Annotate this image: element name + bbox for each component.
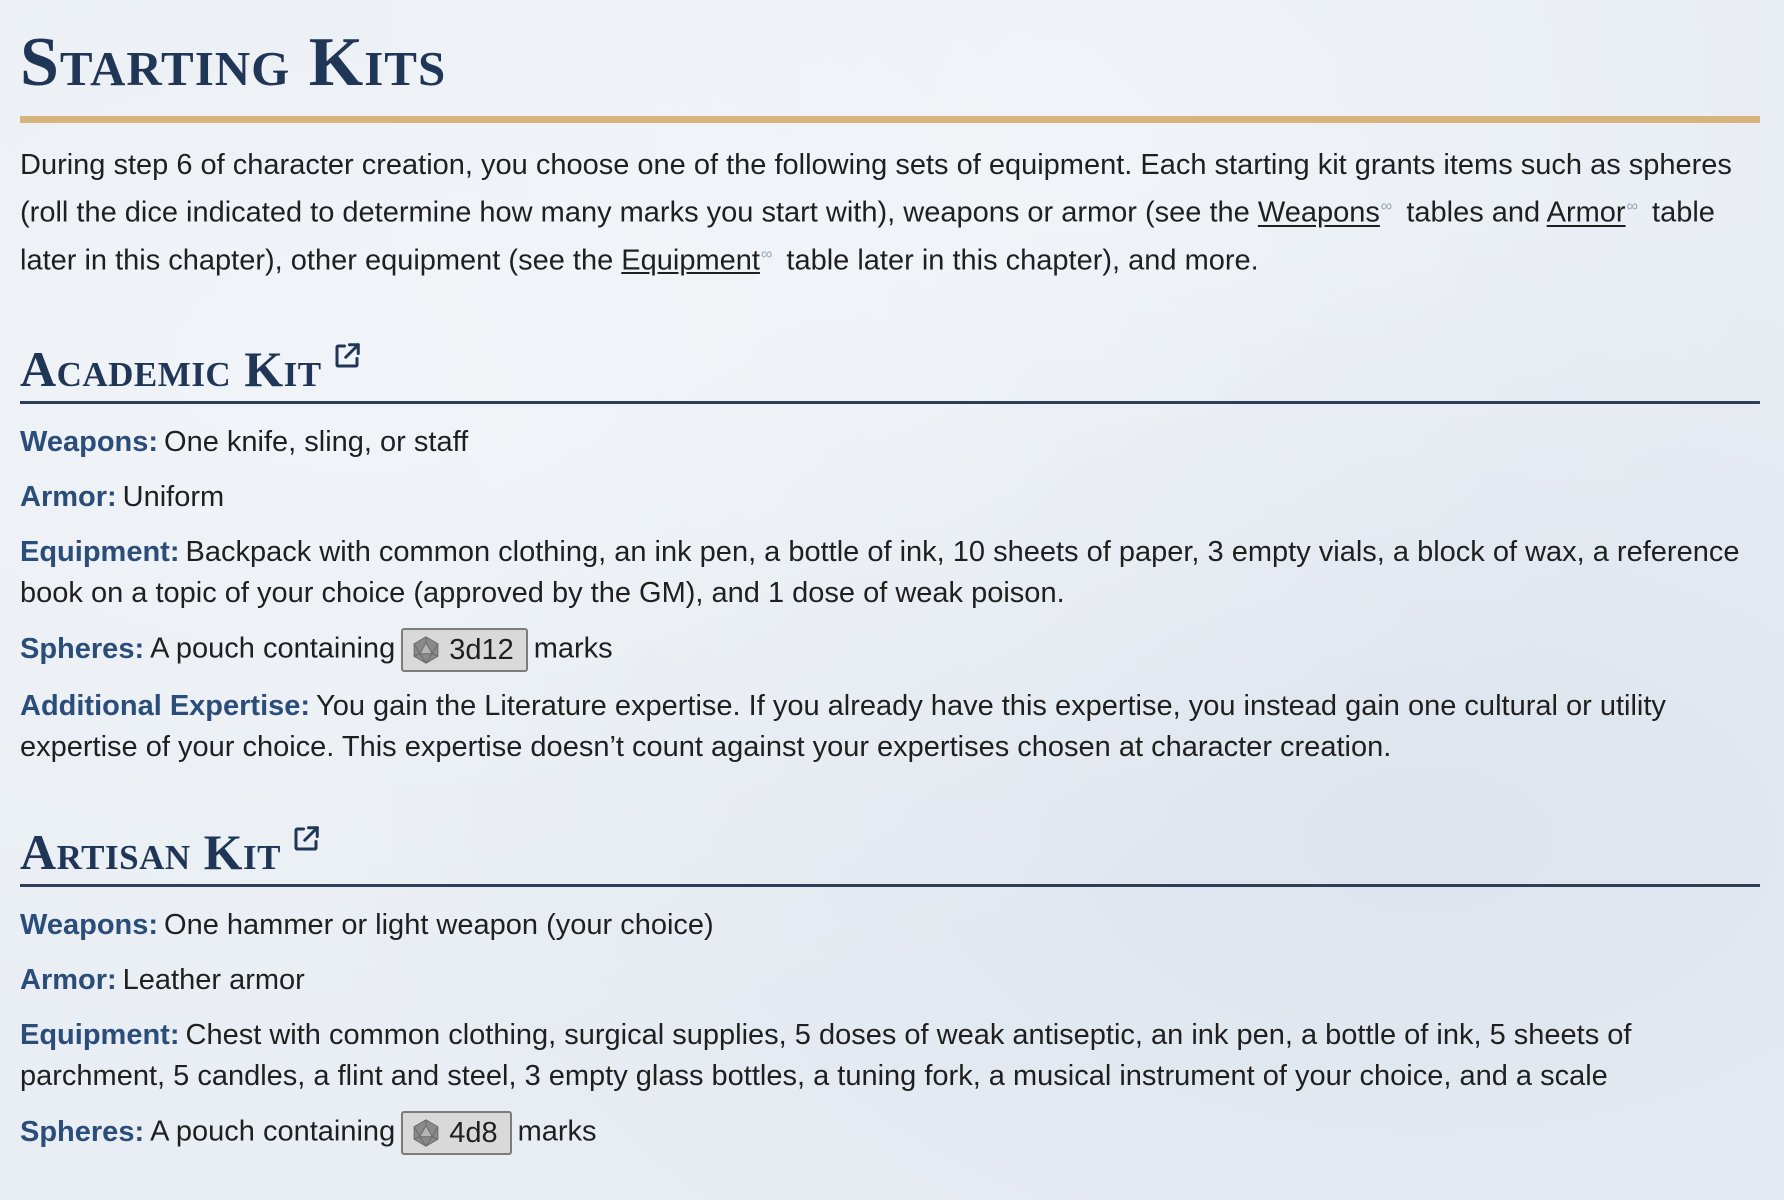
- spheres-label: Spheres:: [20, 632, 145, 665]
- spheres-suffix: marks: [533, 632, 613, 665]
- armor-table-link[interactable]: Armor: [1546, 196, 1626, 229]
- rules-page: [20, 20, 1760, 1155]
- dice-roll-button[interactable]: [401, 628, 528, 672]
- intro-text-2: tables and: [1398, 196, 1547, 229]
- academic-weapons-entry: [20, 422, 1760, 463]
- armor-label: Armor:: [20, 964, 117, 997]
- artisan-weapons-entry: [20, 905, 1760, 946]
- spheres-prefix: A pouch containing: [150, 632, 396, 665]
- d20-dice-icon: [411, 1118, 441, 1148]
- equipment-text: Backpack with common clothing, an ink pen, a bottle of ink, 10 sheets of paper, 3 empty vials, a block of wax, a reference book on a topic of your choice (approved by the GM), and 1 dose of weak poison.: [20, 536, 1740, 610]
- equipment-text: Chest with common clothing, surgical supplies, 5 doses of weak antiseptic, an ink pen, a bottle of ink, 5 sheets of parchment, 5 candles, a flint and steel, 3 empty glass bottles, a tuning fork, a musical instrument of your choice, and a scale: [20, 1019, 1632, 1093]
- academic-kit-title: Academic Kit: [20, 340, 322, 397]
- artisan-kit-section: [20, 824, 1760, 1155]
- academic-equipment-entry: [20, 532, 1760, 614]
- page-title: Starting Kits: [20, 28, 1760, 123]
- dice-value: 3d12: [449, 633, 514, 666]
- intro-paragraph: [20, 145, 1760, 281]
- artisan-kit-title: Artisan Kit: [20, 823, 281, 880]
- weapons-text: One knife, sling, or staff: [164, 426, 469, 459]
- armor-text: Uniform: [122, 481, 225, 514]
- dice-roll-button[interactable]: [401, 1111, 511, 1155]
- intro-text-4: table later in this chapter), and more.: [778, 244, 1259, 277]
- equipment-label: Equipment:: [20, 1019, 180, 1052]
- weapons-table-link[interactable]: Weapons: [1257, 196, 1380, 229]
- academic-kit-section: [20, 341, 1760, 768]
- artisan-spheres-entry: [20, 1111, 1760, 1155]
- intro-text-3: table later in this chapter), other equipment (see the: [20, 196, 1715, 277]
- spheres-label: Spheres:: [20, 1115, 145, 1148]
- equipment-label: Equipment:: [20, 536, 180, 569]
- external-link-icon[interactable]: [332, 341, 362, 371]
- spheres-prefix: A pouch containing: [150, 1115, 396, 1148]
- academic-spheres-entry: [20, 628, 1760, 672]
- weapons-label: Weapons:: [20, 909, 159, 942]
- intro-text-1: During step 6 of character creation, you choose one of the following sets of equipment. Each starting kit grants items such as spheres (roll the dice indicated to determine how many marks you start with), weapons or armor (see the: [20, 149, 1732, 229]
- weapons-label: Weapons:: [20, 426, 159, 459]
- external-link-icon[interactable]: [291, 824, 321, 854]
- academic-expertise-entry: [20, 686, 1760, 768]
- spheres-suffix: marks: [517, 1115, 597, 1148]
- weapons-text: One hammer or light weapon (your choice): [164, 909, 714, 942]
- artisan-kit-heading: [20, 824, 1760, 887]
- link-chain-icon: ∞: [760, 245, 773, 263]
- link-chain-icon: ∞: [1626, 198, 1638, 215]
- expertise-text: You gain the Literature expertise. If you already have this expertise, you instead gain one cultural or utility expertise of your choice. This expertise doesn’t count against your expertises chosen at character creation.: [20, 690, 1666, 764]
- equipment-table-link[interactable]: Equipment: [621, 244, 760, 277]
- artisan-equipment-entry: [20, 1015, 1760, 1097]
- armor-text: Leather armor: [122, 964, 305, 997]
- dice-value: 4d8: [449, 1116, 498, 1149]
- academic-kit-heading: [20, 341, 1760, 404]
- link-chain-icon: ∞: [1380, 198, 1393, 215]
- academic-armor-entry: [20, 477, 1760, 518]
- d20-dice-icon: [411, 635, 441, 665]
- expertise-label: Additional Expertise:: [20, 690, 311, 723]
- armor-label: Armor:: [20, 481, 117, 514]
- artisan-armor-entry: [20, 960, 1760, 1001]
